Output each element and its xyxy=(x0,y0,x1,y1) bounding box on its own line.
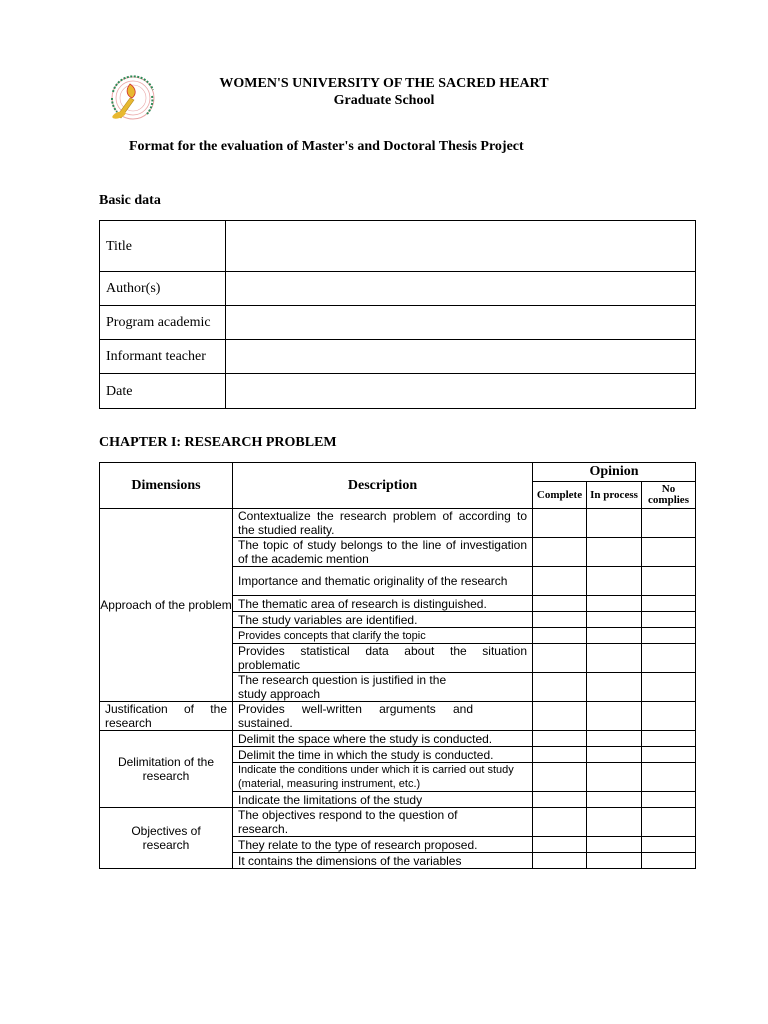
criterion-text: Provides well-written arguments and sustained. xyxy=(238,702,473,730)
criterion-description: Provides statistical data about the situation problematic xyxy=(233,644,533,673)
header-row xyxy=(100,463,696,482)
basic-label: Author(s) xyxy=(100,272,226,306)
in-process-cell[interactable] xyxy=(587,596,642,612)
criterion-text: The objectives respond to the question of research. xyxy=(238,808,458,836)
in-process-cell[interactable] xyxy=(587,673,642,702)
criterion-description: They relate to the type of research proposed. xyxy=(233,837,533,853)
basic-data-table xyxy=(99,220,696,409)
criterion-description: Indicate the limitations of the study xyxy=(233,792,533,808)
basic-row-authors xyxy=(100,272,696,306)
university-name: WOMEN'S UNIVERSITY OF THE SACRED HEART xyxy=(219,76,549,91)
no-complies-cell[interactable] xyxy=(642,612,696,628)
criterion-text: The research question is justified in the study approach xyxy=(238,673,447,701)
opinion-header: Opinion xyxy=(533,463,696,482)
basic-value-field[interactable] xyxy=(226,340,696,374)
complete-cell[interactable] xyxy=(533,628,587,644)
complete-cell[interactable] xyxy=(533,763,587,792)
no-complies-cell[interactable] xyxy=(642,763,696,792)
basic-label: Date xyxy=(100,374,226,409)
basic-row-title xyxy=(100,221,696,272)
criterion-description xyxy=(233,673,533,702)
basic-row-program xyxy=(100,306,696,340)
in-process-cell[interactable] xyxy=(587,747,642,763)
in-process-cell[interactable] xyxy=(587,731,642,747)
complete-cell[interactable] xyxy=(533,808,587,837)
criterion-description: Contextualize the research problem of according to the studied reality. xyxy=(233,509,533,538)
criterion-description xyxy=(233,702,533,731)
criterion-description: Importance and thematic originality of the research xyxy=(233,567,533,596)
table-row xyxy=(100,509,696,538)
complete-cell[interactable] xyxy=(533,612,587,628)
no-complies-cell[interactable] xyxy=(642,853,696,869)
basic-data-heading: Basic data xyxy=(99,193,161,208)
table-row xyxy=(100,731,696,747)
no-complies-cell[interactable] xyxy=(642,509,696,538)
no-complies-cell[interactable] xyxy=(642,747,696,763)
no-complies-cell[interactable] xyxy=(642,538,696,567)
dimension-label: Objectives of research xyxy=(131,824,201,852)
basic-value-field[interactable] xyxy=(226,221,696,272)
complete-cell[interactable] xyxy=(533,792,587,808)
no-complies-cell[interactable] xyxy=(642,644,696,673)
basic-label: Informant teacher xyxy=(100,340,226,374)
in-process-cell[interactable] xyxy=(587,763,642,792)
in-process-cell[interactable] xyxy=(587,837,642,853)
chapter-heading: CHAPTER I: RESEARCH PROBLEM xyxy=(99,435,337,450)
dimension-approach: Approach of the problem xyxy=(100,509,233,702)
in-process-cell[interactable] xyxy=(587,509,642,538)
evaluation-table xyxy=(99,462,696,869)
complete-cell[interactable] xyxy=(533,731,587,747)
school-name: Graduate School xyxy=(333,93,435,108)
in-process-cell[interactable] xyxy=(587,702,642,731)
in-process-cell[interactable] xyxy=(587,628,642,644)
no-complies-label: No complies xyxy=(648,483,689,506)
criterion-description: The topic of study belongs to the line of investigation of the academic mention xyxy=(233,538,533,567)
no-complies-cell[interactable] xyxy=(642,628,696,644)
no-complies-cell[interactable] xyxy=(642,792,696,808)
no-complies-cell[interactable] xyxy=(642,731,696,747)
criterion-description: The thematic area of research is distinguished. xyxy=(233,596,533,612)
complete-cell[interactable] xyxy=(533,853,587,869)
in-process-cell[interactable] xyxy=(587,853,642,869)
complete-cell[interactable] xyxy=(533,644,587,673)
basic-row-informant xyxy=(100,340,696,374)
basic-value-field[interactable] xyxy=(226,272,696,306)
in-process-header xyxy=(587,482,642,509)
complete-cell[interactable] xyxy=(533,567,587,596)
criterion-description: Indicate the conditions under which it is carried out study (material, measuring instrument, etc.) xyxy=(233,763,533,792)
no-complies-cell[interactable] xyxy=(642,837,696,853)
criterion-description: Delimit the space where the study is conducted. xyxy=(233,731,533,747)
complete-cell[interactable] xyxy=(533,509,587,538)
basic-label: Program academic xyxy=(100,306,226,340)
complete-header: Complete xyxy=(533,482,587,509)
complete-cell[interactable] xyxy=(533,538,587,567)
document-title: Format for the evaluation of Master's and Doctoral Thesis Project xyxy=(129,139,524,154)
no-complies-cell[interactable] xyxy=(642,567,696,596)
dimensions-header: Dimensions xyxy=(100,463,233,509)
description-header: Description xyxy=(233,463,533,509)
in-process-cell[interactable] xyxy=(587,538,642,567)
in-process-cell[interactable] xyxy=(587,808,642,837)
complete-cell[interactable] xyxy=(533,837,587,853)
no-complies-cell[interactable] xyxy=(642,702,696,731)
table-row xyxy=(100,808,696,837)
basic-label: Title xyxy=(100,221,226,272)
in-process-cell[interactable] xyxy=(587,612,642,628)
basic-value-field[interactable] xyxy=(226,374,696,409)
no-complies-cell[interactable] xyxy=(642,808,696,837)
dimension-delimitation xyxy=(100,731,233,808)
no-complies-cell[interactable] xyxy=(642,673,696,702)
basic-row-date xyxy=(100,374,696,409)
criterion-description xyxy=(233,808,533,837)
in-process-cell[interactable] xyxy=(587,792,642,808)
basic-value-field[interactable] xyxy=(226,306,696,340)
dimension-objectives xyxy=(100,808,233,869)
complete-cell[interactable] xyxy=(533,747,587,763)
criterion-description: The study variables are identified. xyxy=(233,612,533,628)
dimension-justification: Justification of the research xyxy=(100,702,233,731)
in-process-label: In process xyxy=(590,488,638,501)
no-complies-header xyxy=(642,482,696,509)
complete-cell[interactable] xyxy=(533,596,587,612)
table-row xyxy=(100,702,696,731)
complete-cell[interactable] xyxy=(533,673,587,702)
in-process-cell[interactable] xyxy=(587,567,642,596)
criterion-description: It contains the dimensions of the variables xyxy=(233,853,533,869)
complete-cell[interactable] xyxy=(533,702,587,731)
dimension-label: Delimitation of the research xyxy=(117,755,215,783)
no-complies-cell[interactable] xyxy=(642,596,696,612)
criterion-description: Delimit the time in which the study is conducted. xyxy=(233,747,533,763)
in-process-cell[interactable] xyxy=(587,644,642,673)
criterion-description: Provides concepts that clarify the topic xyxy=(233,628,533,644)
